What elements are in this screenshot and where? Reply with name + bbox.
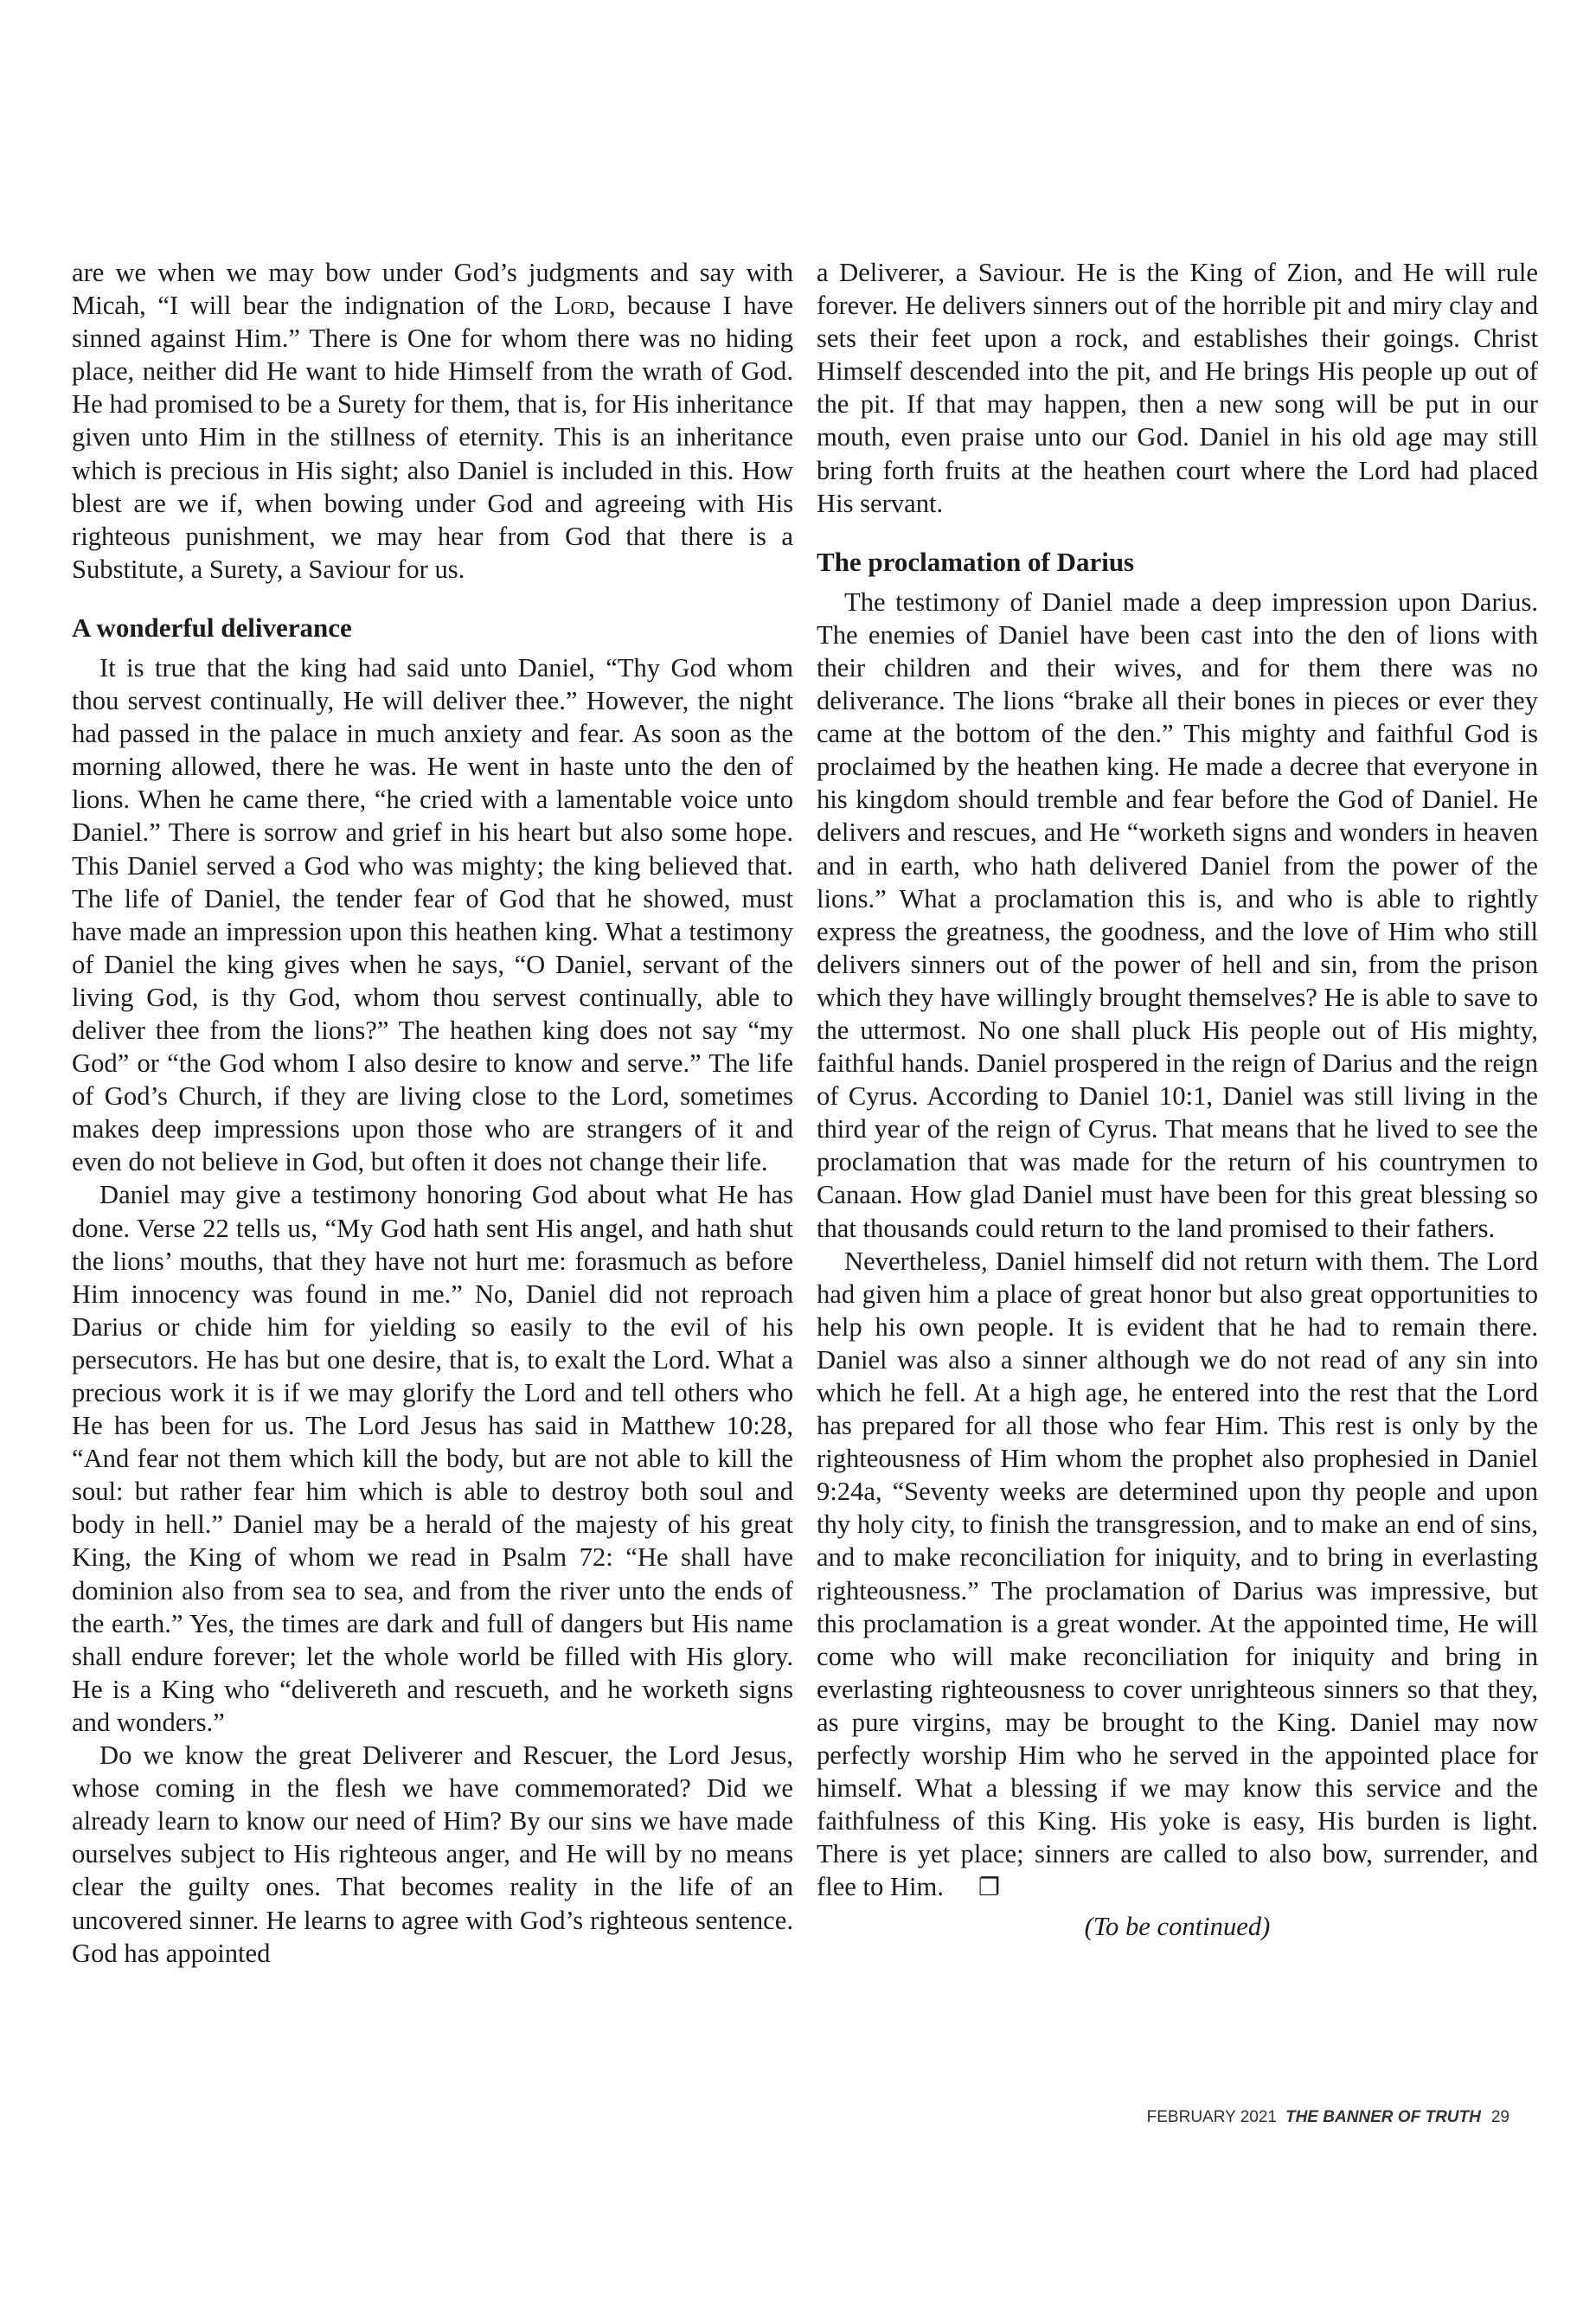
- paragraph: a Deliverer, a Saviour. He is the King of Zion, and He will rule forever. He delivers sinners out of the horrible pit and miry clay and sets their feet upon a rock, and establishes their goings. Christ Himself descended into the pit, and He brings His people up out of the pit. If that may happen, then a new song will be put in our mouth, even praise unto our God. Daniel in his old age may still bring forth fruits at the heathen court where the Lord had placed His servant.: [817, 258, 1538, 518]
- paragraph: Do we know the great Deliverer and Rescuer, the Lord Jesus, whose coming in the flesh we have commemorated? Did we already learn to know our need of Him? By our sins we have made ourselves subject to His righteous anger, and He will by no means clear the guilty ones. That becomes reality in the life of an uncovered sinner. He learns to agree with God’s righteous sentence. God has appointed: [72, 1740, 793, 1968]
- right-column: [817, 256, 1538, 1943]
- page-footer: [1147, 2108, 1509, 2127]
- page-number: 29: [1490, 2108, 1509, 2126]
- paragraph: The testimony of Daniel made a deep impression upon Darius. The enemies of Daniel have been cast into the den of lions with their children and their wives, and for them there was no deliverance. The lions “brake all their bones in pieces or ever they came at the bottom of the den.” This mighty and faithful God is proclaimed by the heathen king. He made a decree that everyone in his kingdom should tremble and fear before the God of Daniel. He delivers and rescues, and He “worketh signs and wonders in heaven and in earth, who hath delivered Daniel from the power of the lions.” What a proclamation this is, and who is able to rightly express the greatness, the goodness, and the love of Him who still delivers sinners out of the power of hell and sin, from the prison which they have willingly brought themselves? He is able to save to the uttermost. No one shall pluck His people out of His mighty, faithful hands. Daniel prospered in the reign of Darius and the reign of Cyrus. According to Daniel 10:1, Daniel was still living in the third year of the reign of Cyrus. That means that he lived to see the proclamation that was made for the return of his countrymen to Canaan. How glad Daniel must have been for this great blessing so that thousands could return to the land promised to their fathers.: [817, 586, 1538, 1243]
- section-heading: A wonderful deliverance: [72, 612, 352, 643]
- magazine-title: THE BANNER OF TRUTH: [1285, 2108, 1481, 2126]
- left-column: [72, 256, 793, 1970]
- small-caps-lord: Lord: [554, 291, 609, 321]
- end-of-article-box-icon: ❐: [977, 1873, 1001, 1902]
- issue-date: FEBRUARY 2021: [1146, 2108, 1277, 2126]
- to-be-continued-note: (To be continued): [1084, 1911, 1271, 1941]
- paragraph: Daniel may give a testimony honoring God about what He has done. Verse 22 tells us, “My God hath sent His angel, and hath shut the lions’ mouths, that they have not hurt me: forasmuch as before Him innocency was found in me.” No, Daniel did not reproach Darius or chide him for yielding so easily to the evil of his persecutors. He has but one desire, that is, to exalt the Lord. What a precious work it is if we may glorify the Lord and tell others who He has been for us. The Lord Jesus has said in Matthew 10:28, “And fear not them which kill the body, but are not able to kill the soul: but rather fear him which is able to destroy both soul and body in hell.” Daniel may be a herald of the majesty of his great King, the King of whom we read in Psalm 72: “He shall have dominion also from sea to sea, and from the river unto the ends of the earth.” Yes, the times are dark and full of dangers but His name shall endure forever; let the whole world be filled with His glory. He is a King who “delivereth and rescueth, and he worketh signs and wonders.”: [72, 1180, 793, 1737]
- paragraph: Nevertheless, Daniel himself did not return with them. The Lord had given him a place of great honor but also great opportunities to help his own people. It is evident that he had to remain there. Daniel was also a sinner although we do not read of any sin into which he fell. At a high age, he entered into the rest that the Lord has prepared for all those who fear Him. This rest is only by the righteousness of Him whom the prophet also prophesied in Daniel 9:24a, “Seventy weeks are determined upon thy people and upon thy holy city, to finish the transgression, and to make an end of sins, and to make reconciliation for iniquity, and to bring in everlasting righteousness.” The proclamation of Darius was impressive, but this proclamation is a great wonder. At the appointed time, He will come who will make reconciliation for iniquity and bring in everlasting righteousness to cover unrighteous sinners so that they, as pure virgins, may be brought to the King. Daniel may now perfectly worship Him who he served in the appointed place for himself. What a blessing if we may know this service and the faithfulness of this King. His yoke is easy, His burden is light. There is yet place; sinners are called to also bow, surrender, and flee to Him. ❐: [817, 1245, 1538, 1905]
- paragraph: It is true that the king had said unto Daniel, “Thy God whom thou servest continually, He will deliver thee.” However, the night had passed in the palace in much anxiety and fear. As soon as the morning allowed, there he was. He went in haste unto the den of lions. When he came there, “he cried with a lamentable voice unto Daniel.” There is sorrow and grief in his heart but also some hope. This Daniel served a God who was mighty; the king believed that. The life of Daniel, the tender fear of God that he showed, must have made an impression upon this heathen king. What a testimony of Daniel the king gives when he says, “O Daniel, servant of the living God, is thy God, whom thou servest continually, able to deliver thee from the lions?” The heathen king does not say “my God” or “the God whom I also desire to know and serve.” The life of God’s Church, if they are living close to the Lord, sometimes makes deep impressions upon those who are strangers of it and even do not believe in God, but often it does not change their life.: [72, 652, 793, 1177]
- paragraph: are we when we may bow under God’s judgments and say with Micah, “I will bear the indignation of the Lord, because I have sinned against Him.” There is One for whom there was no hiding place, neither did He want to hide Himself from the wrath of God. He had promised to be a Surety for them, that is, for His inheritance given unto Him in the stillness of eternity. This is an inheritance which is precious in His sight; also Daniel is included in this. How blest are we if, when bowing under God and agreeing with His righteous punishment, we may hear from God that there is a Substitute, a Surety, a Saviour for us.: [72, 258, 794, 584]
- section-heading: The proclamation of Darius: [817, 546, 1135, 577]
